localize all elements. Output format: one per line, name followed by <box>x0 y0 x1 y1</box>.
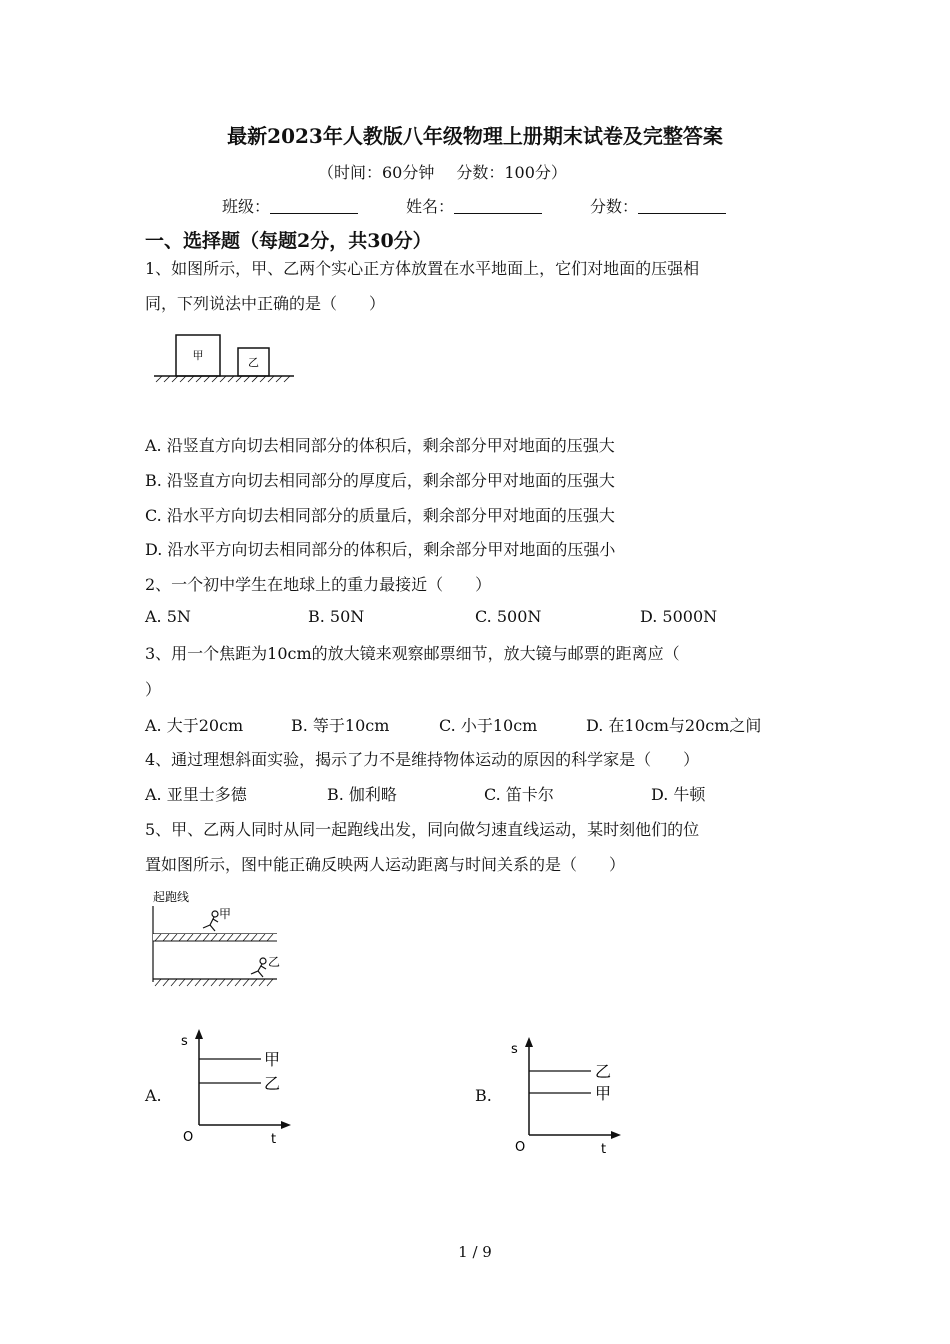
start-line-label: 起跑线 <box>153 890 190 904</box>
q4-option-d: D. 牛顿 <box>651 785 706 804</box>
graph-b-bottom-label: 甲 <box>595 1084 612 1103</box>
q5-stem-line1: 5、甲、乙两人同时从同一起跑线出发，同向做匀速直线运动，某时刻他们的位 <box>145 820 700 839</box>
graph-a-y-label: s <box>181 1034 188 1049</box>
graph-b-top-label: 乙 <box>595 1062 612 1081</box>
q1-figure <box>150 330 300 385</box>
name-label: 姓名： <box>406 197 455 216</box>
graph-a-x-arrow <box>281 1121 291 1129</box>
q1-option-d: D. 沿水平方向切去相同部分的体积后，剩余部分甲对地面的压强小 <box>145 540 616 559</box>
cube-jia-label: 甲 <box>192 349 204 362</box>
q4-option-c: C. 笛卡尔 <box>484 785 554 804</box>
q1-option-a: A. 沿竖直方向切去相同部分的体积后，剩余部分甲对地面的压强大 <box>145 436 615 455</box>
q1-option-b: B. 沿竖直方向切去相同部分的厚度后，剩余部分甲对地面的压强大 <box>145 471 615 490</box>
graph-a <box>175 1025 295 1150</box>
graph-b-x-arrow <box>611 1131 621 1139</box>
q3-stem-line2: ） <box>145 680 162 699</box>
q4-stem: 4、通过理想斜面实验，揭示了力不是维持物体运动的原因的科学家是（ ） <box>145 750 700 769</box>
page-number: 1 / 9 <box>458 1243 492 1261</box>
score-blank <box>638 197 726 214</box>
cube-yi-label: 乙 <box>248 356 259 369</box>
student-info <box>222 194 774 217</box>
section-heading: 一、选择题（每题2分，共30分） <box>145 230 432 252</box>
graph-a-origin: O <box>183 1130 194 1145</box>
q1-stem-line1: 1、如图所示，甲、乙两个实心正方体放置在水平地面上，它们对地面的压强相 <box>145 259 700 278</box>
q5-track-figure <box>145 884 285 994</box>
q3-option-b: B. 等于10cm <box>291 716 390 735</box>
runner-yi-icon <box>251 958 266 977</box>
graph-a-y-arrow <box>195 1029 203 1039</box>
graph-b-y-arrow <box>525 1037 533 1047</box>
q3-stem-line1: 3、用一个焦距为10cm的放大镜来观察邮票细节，放大镜与邮票的距离应（ <box>145 644 680 663</box>
q3-option-c: C. 小于10cm <box>439 716 538 735</box>
runner-yi-label: 乙 <box>268 955 281 969</box>
q2-option-b: B. 50N <box>308 607 365 626</box>
score-label: 分数： <box>590 197 639 216</box>
graph-a-x-label: t <box>271 1132 277 1147</box>
q1-stem-line2: 同，下列说法中正确的是（ ） <box>145 294 386 313</box>
graph-b-y-label: s <box>511 1042 518 1057</box>
q4-option-b: B. 伽利略 <box>327 785 397 804</box>
q5-stem-line2: 置如图所示，图中能正确反映两人运动距离与时间关系的是（ ） <box>145 855 626 874</box>
graph-b <box>505 1033 630 1158</box>
q2-option-c: C. 500N <box>475 607 542 626</box>
q1-option-c: C. 沿水平方向切去相同部分的质量后，剩余部分甲对地面的压强大 <box>145 506 615 525</box>
q4-option-a: A. 亚里士多德 <box>145 785 247 804</box>
class-label: 班级： <box>222 197 271 216</box>
exam-score: 分数：100分） <box>456 163 567 182</box>
page-title: 最新2023年人教版八年级物理上册期末试卷及完整答案 <box>227 124 723 148</box>
q5-option-a-label: A. <box>145 1086 162 1105</box>
q3-option-a: A. 大于20cm <box>145 716 244 735</box>
name-blank <box>454 197 542 214</box>
q5-option-b-label: B. <box>475 1086 492 1105</box>
q3-option-d: D. 在10cm与20cm之间 <box>586 716 762 735</box>
q2-option-d: D. 5000N <box>640 607 718 626</box>
q2-option-a: A. 5N <box>145 607 191 626</box>
graph-b-x-label: t <box>601 1142 607 1157</box>
graph-b-origin: O <box>515 1140 526 1155</box>
runner-jia-label: 甲 <box>219 907 232 921</box>
exam-time: （时间：60分钟 <box>318 163 435 182</box>
q2-stem: 2、一个初中学生在地球上的重力最接近（ ） <box>145 575 492 594</box>
exam-meta <box>318 160 589 183</box>
lane2-hatch <box>155 979 273 986</box>
runner-jia-icon <box>203 911 218 931</box>
graph-a-top-label: 甲 <box>264 1050 281 1069</box>
ground-hatch <box>156 376 290 382</box>
class-blank <box>270 197 358 214</box>
graph-a-bottom-label: 乙 <box>264 1074 281 1093</box>
